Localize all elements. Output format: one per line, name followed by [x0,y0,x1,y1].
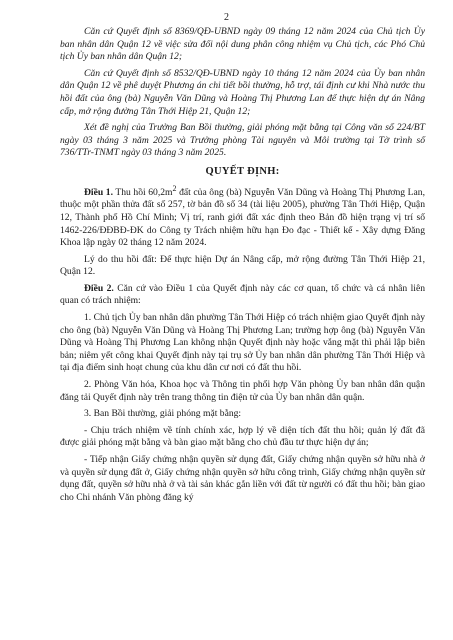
decision-heading: QUYẾT ĐỊNH: [205,165,280,177]
page-number: 2 [224,12,229,23]
preamble-basis-8369: Căn cứ Quyết định số 8369/QĐ-UBND ngày 09 tháng 12 năm 2024 của Chủ tịch Ủy ban nhân dân Quận 12 về việc sửa đổi nội dung phân công nhiệm vụ Chủ tịch, các Phó Chủ tịch Ủy ban nhân dân Quận 12; [60,26,425,63]
article-2-item-3: 3. Ban Bồi thường, giải phóng mặt bằng: [84,408,242,420]
article-2-bullet-1: - Chịu trách nhiệm về tính chính xác, hợp lý về diện tích đất thu hồi; quản lý đất đã được giải phóng mặt bằng và bàn giao mặt bằng cho chủ đầu tư thực hiện dự án; [60,424,425,449]
preamble-consideration: Xét đề nghị của Trưởng Ban Bồi thường, giải phóng mặt bằng tại Công văn số 224/BT ngày 03 tháng 3 năm 2025 và Trưởng phòng Tài nguyên và Môi trường tại Tờ trình số 736/TTr-TNMT ngày 03 tháng 3 năm 2025. [60,122,425,159]
article-1-text-b: đất của ông (bà) Nguyễn Văn Dũng và Hoàng Thị Phương Lan, thuộc một phần thửa đất số 257, tờ bản đồ số 34 (tài liệu 2005), phường Tân Thới Hiệp, Quận 12, Thành phố Hồ Chí Minh; Vị trí, ranh giới đất xác định theo Bản đồ hiện trạng vị trí số 1462-226/ĐĐBĐ-ĐK do Công ty Trách nhiệm hữu hạn Đo đạc - Thiết kế - Xây dựng Đăng Khoa lập ngày 02 tháng 12 năm 2024. [60,186,425,249]
article-2-item-1: 1. Chủ tịch Ủy ban nhân dân phường Tân Thới Hiệp có trách nhiệm giao Quyết định này cho ông (bà) Nguyễn Văn Dũng và Hoàng Thị Phương Lan; trường hợp ông (bà) Nguyễn Văn Dũng và Hoàng Thị Phương Lan không nhận Quyết định này hoặc vắng mặt thì phải lập biên bản; niêm yết công khai Quyết định này tại trụ sở Ủy ban nhân dân phường Tân Thới Hiệp và tại địa điểm sinh hoạt chung của khu dân cư nơi có đất thu hồi. [60,312,425,374]
preamble-basis-8532: Căn cứ Quyết định số 8532/QĐ-UBND ngày 10 tháng 12 năm 2024 của Ủy ban nhân dân Quận 12 về phê duyệt Phương án chi tiết bồi thường, hỗ trợ, tái định cư khi Nhà nước thu hồi đất của ông (bà) Nguyễn Văn Dũng và Hoàng Thị Phương Lan để thực hiện dự án Nâng cấp, mở rộng đường Tân Thới Hiệp 21, Quận 12; [60,67,425,117]
article-1-text-a: Thu hồi 60,2m [112,186,173,198]
article-2-intro: Căn cứ vào Điều 1 của Quyết định này các cơ quan, tổ chức và cá nhân liên quan có trách nhiệm: [60,282,425,307]
article-1-paragraph [60,183,425,250]
article-2-bullet-2: - Tiếp nhận Giấy chứng nhận quyền sử dụng đất, Giấy chứng nhận quyền sở hữu nhà ở và quyền sử dụng đất ở, Giấy chứng nhận quyền sở hữu công trình, Giấy chứng nhận quyền sử dụng đất, quyền sở hữu nhà ở và tài sản khác gắn liền với đất từ người có đất thu hồi; bàn giao cho Chi nhánh Văn phòng đăng ký [60,454,425,503]
article-2-label: Điều 2. [84,282,114,294]
article-1-superscript: 2 [172,183,177,193]
article-2-paragraph [60,283,425,308]
article-1-label: Điều 1. [84,186,113,198]
article-2-item-2: 2. Phòng Văn hóa, Khoa học và Thông tin phối hợp Văn phòng Ủy ban nhân dân quận đăng tải Quyết định này trên trang thông tin điện tử của Ủy ban nhân dân quận. [60,379,425,403]
article-1-reason: Lý do thu hồi đất: Để thực hiện Dự án Nâng cấp, mở rộng đường Tân Thới Hiệp 21, Quận 12. [60,253,425,278]
